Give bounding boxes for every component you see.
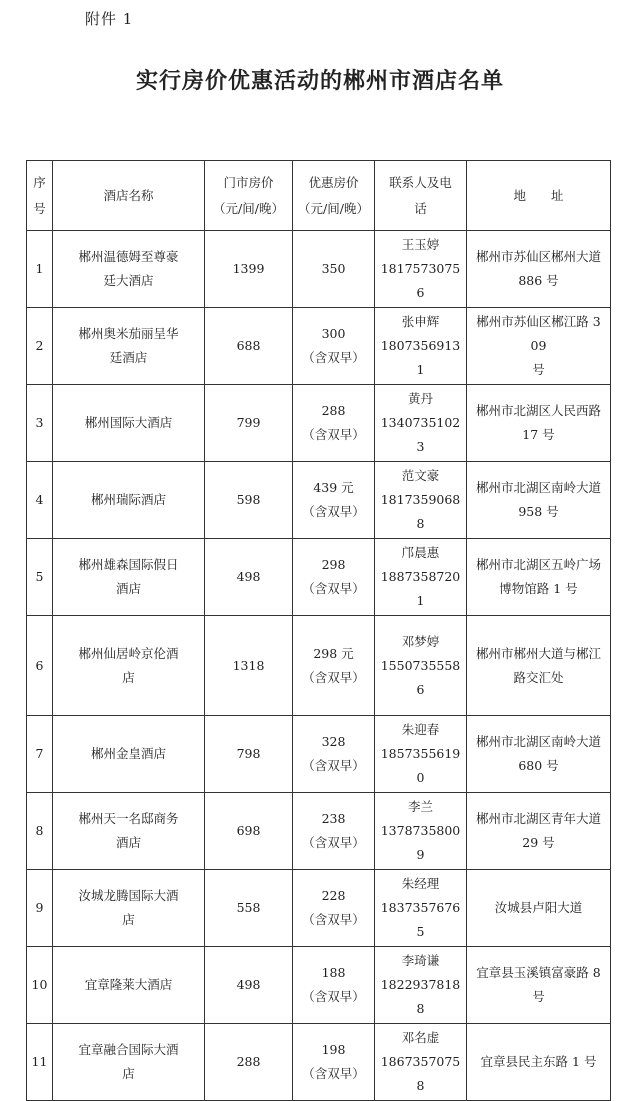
cell-seq: 8 (27, 793, 53, 870)
cell-address (467, 539, 611, 616)
header-promo-price (293, 161, 375, 231)
hotel-name-line1: 郴州仙居岭京伦酒 (78, 645, 179, 661)
contact-name: 邓梦婷 (401, 633, 440, 649)
cell-seq: 4 (27, 462, 53, 539)
promo-price-line2: （含双早） (302, 1066, 365, 1081)
address-line1: 汝城县卢阳大道 (494, 900, 583, 915)
promo-price-line2: （含双早） (302, 427, 365, 442)
contact-phone: 18175730756 (380, 261, 461, 300)
contact-name: 朱经理 (401, 876, 440, 891)
contact-phone: 18573556190 (380, 746, 461, 785)
cell-address (467, 462, 611, 539)
contact-phone: 18373576765 (380, 900, 461, 939)
address-line1: 宜章县玉溪镇富豪路 8 (476, 965, 601, 980)
address-line1: 郴州市北湖区青年大道 (475, 811, 601, 826)
hotel-name-line1: 郴州国际大酒店 (84, 415, 173, 430)
cell-hotel-name (53, 308, 205, 385)
hotel-name-line2: 店 (122, 669, 135, 685)
cell-contact (375, 870, 467, 947)
table-row (27, 870, 611, 947)
hotel-name-line1: 汝城龙腾国际大酒 (78, 888, 179, 903)
cell-address (467, 385, 611, 462)
cell-seq: 1 (27, 231, 53, 308)
cell-hotel-name (53, 231, 205, 308)
cell-hotel-name (53, 1024, 205, 1101)
address-line2: 博物馆路 1 号 (499, 581, 578, 596)
address-line1: 郴州市郴州大道与郴江 (475, 645, 601, 661)
cell-address (467, 308, 611, 385)
cell-rack-price: 598 (205, 462, 293, 539)
promo-price-line1: 298 元 (313, 645, 354, 661)
table-row (27, 462, 611, 539)
address-line2: 886 号 (518, 273, 559, 288)
cell-address (467, 870, 611, 947)
cell-promo-price (293, 462, 375, 539)
contact-phone: 18173590688 (380, 492, 461, 531)
header-rack-line2: （元/间/晚） (213, 200, 284, 216)
promo-price-line1: 188 (321, 965, 346, 980)
cell-rack-price: 558 (205, 870, 293, 947)
cell-contact (375, 793, 467, 870)
address-line1: 郴州市苏仙区郴江路 309 (476, 314, 601, 353)
cell-seq: 2 (27, 308, 53, 385)
cell-contact (375, 385, 467, 462)
address-line2: 号 (532, 362, 545, 377)
cell-hotel-name (53, 539, 205, 616)
promo-price-line1: 439 元 (313, 480, 354, 495)
table-row (27, 1024, 611, 1101)
hotel-name-line1: 郴州温德姆至尊豪 (78, 249, 179, 264)
cell-contact (375, 539, 467, 616)
cell-promo-price (293, 616, 375, 716)
table-body (27, 231, 611, 1101)
contact-name: 王玉婷 (401, 237, 440, 252)
annex-label: 附件 1 (85, 10, 134, 28)
cell-address (467, 231, 611, 308)
contact-name: 朱迎春 (401, 722, 440, 737)
hotel-name-line2: 廷大酒店 (103, 273, 154, 288)
cell-promo-price (293, 716, 375, 793)
cell-contact (375, 947, 467, 1024)
promo-price-line2: （含双早） (302, 912, 365, 927)
hotel-name-line2: 酒店 (115, 581, 141, 596)
promo-price-line1: 298 (321, 557, 346, 572)
cell-seq: 7 (27, 716, 53, 793)
address-line1: 宜章县民主东路 1 号 (480, 1054, 597, 1069)
cell-contact (375, 616, 467, 716)
cell-seq: 9 (27, 870, 53, 947)
cell-address (467, 1024, 611, 1101)
contact-phone: 13407351023 (380, 415, 461, 454)
promo-price-line2: （含双早） (302, 350, 365, 365)
hotel-name-line1: 郴州奥米茄丽呈华 (78, 326, 179, 341)
cell-hotel-name (53, 793, 205, 870)
cell-rack-price: 799 (205, 385, 293, 462)
address-line1: 郴州市北湖区五岭广场 (475, 557, 601, 572)
cell-contact (375, 462, 467, 539)
cell-address (467, 716, 611, 793)
header-rack-line1: 门市房价 (223, 174, 274, 190)
table-header-row (27, 161, 611, 231)
contact-name: 邝晨惠 (401, 545, 440, 560)
cell-rack-price: 798 (205, 716, 293, 793)
header-promo-line2: （元/间/晚） (298, 200, 369, 216)
contact-name: 邓名虚 (401, 1030, 440, 1045)
hotel-name-line2: 店 (122, 1066, 135, 1081)
hotel-name-line1: 郴州瑞际酒店 (90, 492, 166, 507)
promo-price-line2: （含双早） (302, 669, 365, 685)
cell-rack-price: 498 (205, 539, 293, 616)
address-line1: 郴州市北湖区南岭大道 (475, 480, 601, 495)
cell-seq: 10 (27, 947, 53, 1024)
hotel-name-line1: 郴州天一名邸商务 (78, 811, 179, 826)
cell-promo-price (293, 385, 375, 462)
promo-price-line1: 328 (321, 734, 346, 749)
cell-promo-price (293, 793, 375, 870)
header-seq (27, 161, 53, 231)
cell-rack-price: 288 (205, 1024, 293, 1101)
cell-hotel-name (53, 716, 205, 793)
address-line2: 17 号 (522, 427, 555, 442)
table-row (27, 947, 611, 1024)
cell-contact (375, 231, 467, 308)
address-line1: 郴州市北湖区南岭大道 (475, 734, 601, 749)
contact-phone: 13787358009 (380, 823, 461, 862)
cell-promo-price (293, 870, 375, 947)
cell-address (467, 793, 611, 870)
cell-promo-price (293, 1024, 375, 1101)
page-title: 实行房价优惠活动的郴州市酒店名单 (135, 69, 504, 94)
contact-name: 李兰 (407, 799, 433, 814)
address-line2: 680 号 (518, 758, 559, 773)
contact-name: 黄丹 (407, 391, 433, 406)
contact-phone: 15507355586 (380, 657, 461, 697)
contact-phone: 18873587201 (380, 569, 461, 608)
promo-price-line1: 238 (321, 811, 346, 826)
promo-price-line2: （含双早） (302, 758, 365, 773)
contact-name: 张申辉 (401, 314, 440, 329)
table-row (27, 385, 611, 462)
cell-seq: 3 (27, 385, 53, 462)
header-seq-line1: 序 (33, 174, 46, 190)
cell-address (467, 947, 611, 1024)
address-line1: 郴州市苏仙区郴州大道 (475, 249, 601, 264)
cell-hotel-name (53, 385, 205, 462)
promo-price-line1: 300 (321, 326, 346, 341)
table-row (27, 716, 611, 793)
cell-seq: 5 (27, 539, 53, 616)
promo-price-line1: 288 (321, 403, 346, 418)
cell-hotel-name (53, 462, 205, 539)
hotel-name-line1: 宜章融合国际大酒 (78, 1042, 179, 1057)
promo-price-line2: （含双早） (302, 989, 365, 1004)
contact-phone: 18673570758 (380, 1054, 461, 1093)
header-name: 酒店名称 (53, 161, 205, 231)
hotel-name-line1: 郴州雄森国际假日 (78, 557, 179, 572)
cell-promo-price (293, 231, 375, 308)
header-rack-price (205, 161, 293, 231)
cell-promo-price (293, 539, 375, 616)
table-row (27, 308, 611, 385)
header-contact (375, 161, 467, 231)
cell-hotel-name (53, 870, 205, 947)
contact-name: 李琦谦 (401, 953, 440, 968)
cell-rack-price: 498 (205, 947, 293, 1024)
cell-address (467, 616, 611, 716)
cell-rack-price: 688 (205, 308, 293, 385)
cell-hotel-name (53, 616, 205, 716)
promo-price-line1: 228 (321, 888, 346, 903)
cell-rack-price: 1399 (205, 231, 293, 308)
header-promo-line1: 优惠房价 (308, 174, 359, 190)
cell-rack-price: 698 (205, 793, 293, 870)
address-line1: 郴州市北湖区人民西路 (475, 403, 601, 418)
cell-promo-price (293, 308, 375, 385)
hotel-name-line2: 廷酒店 (109, 350, 148, 365)
address-line2: 29 号 (522, 835, 555, 850)
contact-phone: 18073569131 (380, 338, 461, 377)
cell-promo-price (293, 947, 375, 1024)
promo-price-line2: （含双早） (302, 835, 365, 850)
cell-rack-price: 1318 (205, 616, 293, 716)
address-line2: 958 号 (518, 504, 559, 519)
address-line2: 路交汇处 (513, 669, 564, 685)
promo-price-line2: （含双早） (302, 581, 365, 596)
hotel-table (26, 160, 611, 1101)
table-row (27, 539, 611, 616)
table-row (27, 793, 611, 870)
header-contact-line2: 话 (414, 200, 427, 216)
hotel-name-line2: 酒店 (115, 835, 141, 850)
table-row (27, 231, 611, 308)
cell-seq: 11 (27, 1024, 53, 1101)
header-seq-line2: 号 (33, 200, 46, 216)
hotel-name-line2: 店 (122, 912, 135, 927)
promo-price-line1: 198 (321, 1042, 346, 1057)
cell-hotel-name (53, 947, 205, 1024)
contact-phone: 18229378188 (380, 977, 461, 1016)
header-address: 地 址 (467, 161, 611, 231)
cell-contact (375, 716, 467, 793)
promo-price-line1: 350 (321, 261, 346, 276)
promo-price-line2: （含双早） (302, 504, 365, 519)
contact-name: 范文豪 (401, 468, 440, 483)
header-contact-line1: 联系人及电 (389, 174, 452, 190)
cell-contact (375, 308, 467, 385)
cell-contact (375, 1024, 467, 1101)
cell-seq: 6 (27, 616, 53, 716)
hotel-name-line1: 郴州金皇酒店 (90, 746, 166, 761)
address-line2: 号 (532, 989, 545, 1004)
hotel-name-line1: 宜章隆莱大酒店 (84, 977, 173, 992)
table-row (27, 616, 611, 716)
